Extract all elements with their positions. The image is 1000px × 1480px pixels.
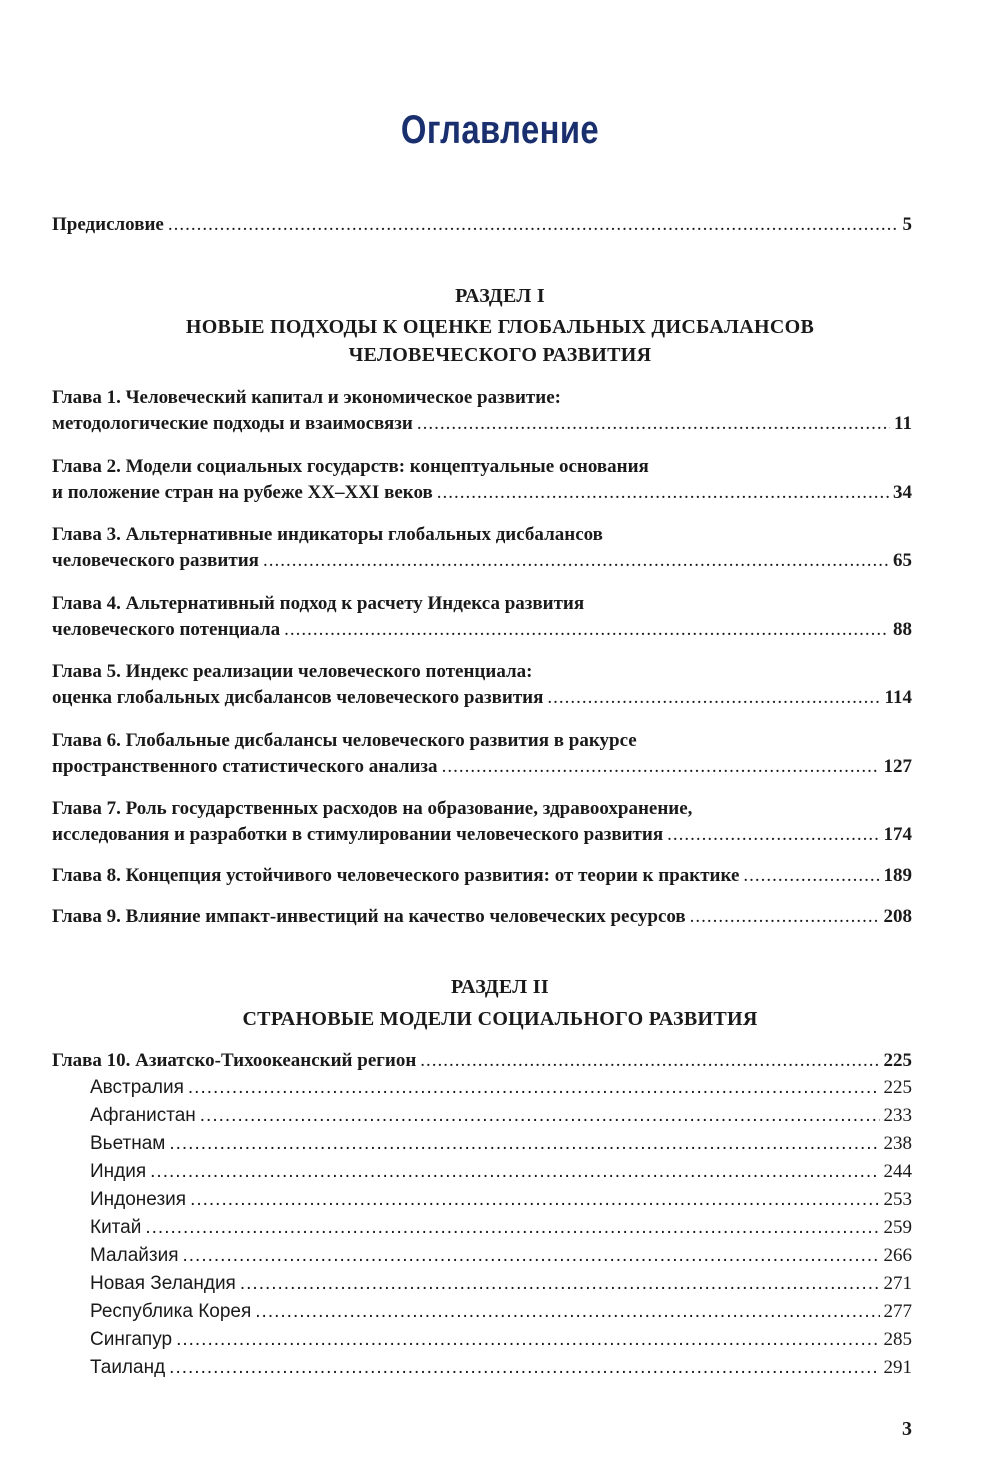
toc-subentry-label: Афганистан xyxy=(90,1105,196,1126)
toc-page-number: 88 xyxy=(893,619,912,640)
dot-leader xyxy=(183,1244,880,1268)
toc-entry-chapter-4 xyxy=(52,618,912,642)
toc-page-number: 127 xyxy=(883,756,912,777)
toc-entry-chapter-3-line1: Глава 3. Альтернативные индикаторы глобальных дисбалансов xyxy=(52,524,603,545)
toc-page-number: 266 xyxy=(883,1245,912,1266)
toc-entry-label: и положение стран на рубеже XX–XXI веков xyxy=(52,482,433,503)
toc-page-number: 244 xyxy=(883,1161,912,1182)
toc-subentry-label: Австралия xyxy=(90,1077,184,1098)
toc-subentry-country xyxy=(90,1132,912,1156)
toc-entry-chapter-8 xyxy=(52,864,912,888)
toc-subentry-country xyxy=(90,1104,912,1128)
dot-leader xyxy=(417,412,890,436)
section-1-title-line1: НОВЫЕ ПОДХОДЫ К ОЦЕНКЕ ГЛОБАЛЬНЫХ ДИСБАЛАНСОВ xyxy=(185,316,815,338)
dot-leader xyxy=(200,1104,880,1128)
toc-entry-label: человеческого развития xyxy=(52,550,259,571)
toc-subentry-country xyxy=(90,1076,912,1100)
toc-subentry-country xyxy=(90,1328,912,1352)
dot-leader xyxy=(263,549,889,573)
toc-subentry-label: Малайзия xyxy=(90,1245,179,1266)
toc-entry-chapter-7 xyxy=(52,823,912,847)
dot-leader xyxy=(284,618,889,642)
dot-leader xyxy=(145,1216,879,1240)
toc-subentry-label: Китай xyxy=(90,1217,142,1238)
toc-page-number: 11 xyxy=(894,413,912,434)
toc-entry-chapter-1 xyxy=(52,412,912,436)
toc-page-number: 238 xyxy=(883,1133,912,1154)
toc-entry-label: исследования и разработки в стимулировании человеческого развития xyxy=(52,824,664,845)
toc-subentry-label: Республика Корея xyxy=(90,1301,252,1322)
toc-page-number: 285 xyxy=(883,1329,912,1350)
toc-entry-chapter-1-line1: Глава 1. Человеческий капитал и экономическое развитие: xyxy=(52,387,561,408)
section-2-title: СТРАНОВЫЕ МОДЕЛИ СОЦИАЛЬНОГО РАЗВИТИЯ xyxy=(242,1008,758,1030)
toc-subentry-label: Новая Зеландия xyxy=(90,1273,236,1294)
dot-leader xyxy=(437,481,889,505)
dot-leader xyxy=(442,755,880,779)
section-2-label: РАЗДЕЛ II xyxy=(451,976,549,998)
section-1-label: РАЗДЕЛ I xyxy=(455,285,545,307)
toc-page-number: 5 xyxy=(902,214,912,235)
toc-page-number: 225 xyxy=(883,1077,912,1098)
toc-page-number: 189 xyxy=(883,865,912,886)
page-title: Оглавление xyxy=(400,108,600,152)
toc-subentry-country xyxy=(90,1244,912,1268)
section-1-title-line2: ЧЕЛОВЕЧЕСКОГО РАЗВИТИЯ xyxy=(348,344,652,366)
toc-entry-label: оценка глобальных дисбалансов человеческого развития xyxy=(52,687,544,708)
dot-leader xyxy=(743,864,879,888)
toc-entry-label: Глава 9. Влияние импакт-инвестиций на качество человеческих ресурсов xyxy=(52,906,686,927)
dot-leader xyxy=(190,1188,879,1212)
toc-page-number: 225 xyxy=(883,1050,912,1071)
toc-subentry-label: Индонезия xyxy=(90,1189,187,1210)
toc-entry-label: пространственного статистического анализа xyxy=(52,756,438,777)
dot-leader xyxy=(169,1356,879,1380)
toc-page-number: 259 xyxy=(883,1217,912,1238)
toc-page-number: 65 xyxy=(893,550,912,571)
dot-leader xyxy=(667,823,879,847)
toc-page-number: 291 xyxy=(883,1357,912,1378)
toc-page-number: 174 xyxy=(883,824,912,845)
toc-subentry-country xyxy=(90,1188,912,1212)
toc-entry-chapter-4-line1: Глава 4. Альтернативный подход к расчету Индекса развития xyxy=(52,593,585,614)
dot-leader xyxy=(420,1049,879,1073)
toc-entry-label: человеческого потенциала xyxy=(52,619,281,640)
toc-entry-chapter-2 xyxy=(52,481,912,505)
toc-subentry-country xyxy=(90,1160,912,1184)
toc-subentry-label: Вьетнам xyxy=(90,1133,166,1154)
toc-entry-chapter-7-line1: Глава 7. Роль государственных расходов на образование, здравоохранение, xyxy=(52,798,693,819)
toc-subentry-country xyxy=(90,1356,912,1380)
dot-leader xyxy=(240,1272,880,1296)
dot-leader xyxy=(176,1328,879,1352)
toc-entry-chapter-6 xyxy=(52,755,912,779)
toc-entry-label: Глава 8. Концепция устойчивого человеческого развития: от теории к практике xyxy=(52,865,740,886)
toc-subentry-country xyxy=(90,1272,912,1296)
toc-page-number: 208 xyxy=(883,906,912,927)
toc-entry-chapter-3 xyxy=(52,549,912,573)
dot-leader xyxy=(188,1076,880,1100)
toc-entry-label: Предисловие xyxy=(52,214,164,235)
toc-entry-chapter-2-line1: Глава 2. Модели социальных государств: концептуальные основания xyxy=(52,456,649,477)
toc-subentry-country xyxy=(90,1216,912,1240)
toc-entry-chapter-5 xyxy=(52,686,912,710)
toc-entry-label: Глава 10. Азиатско-Тихоокеанский регион xyxy=(52,1050,417,1071)
toc-subentry-label: Сингапур xyxy=(90,1329,173,1350)
dot-leader xyxy=(169,1132,879,1156)
dot-leader xyxy=(547,686,880,710)
toc-entry-preface xyxy=(52,213,912,237)
toc-entry-chapter-5-line1: Глава 5. Индекс реализации человеческого потенциала: xyxy=(52,661,533,682)
toc-page-number: 233 xyxy=(883,1105,912,1126)
toc-subentry-label: Таиланд xyxy=(90,1357,166,1378)
toc-entry-chapter-9 xyxy=(52,905,912,929)
toc-page-number: 271 xyxy=(883,1273,912,1294)
toc-page-number: 34 xyxy=(893,482,912,503)
dot-leader xyxy=(690,905,880,929)
dot-leader xyxy=(255,1300,879,1324)
toc-page-number: 114 xyxy=(884,687,912,708)
dot-leader xyxy=(150,1160,879,1184)
toc-subentry-label: Индия xyxy=(90,1161,147,1182)
toc-entry-label: методологические подходы и взаимосвязи xyxy=(52,413,413,434)
toc-entry-chapter-10 xyxy=(52,1049,912,1073)
toc-page-number: 253 xyxy=(883,1189,912,1210)
toc-subentry-country xyxy=(90,1300,912,1324)
dot-leader xyxy=(168,213,899,237)
toc-entry-chapter-6-line1: Глава 6. Глобальные дисбалансы человеческого развития в ракурсе xyxy=(52,730,637,751)
toc-page-number: 277 xyxy=(883,1301,912,1322)
page-number: 3 xyxy=(902,1418,912,1440)
